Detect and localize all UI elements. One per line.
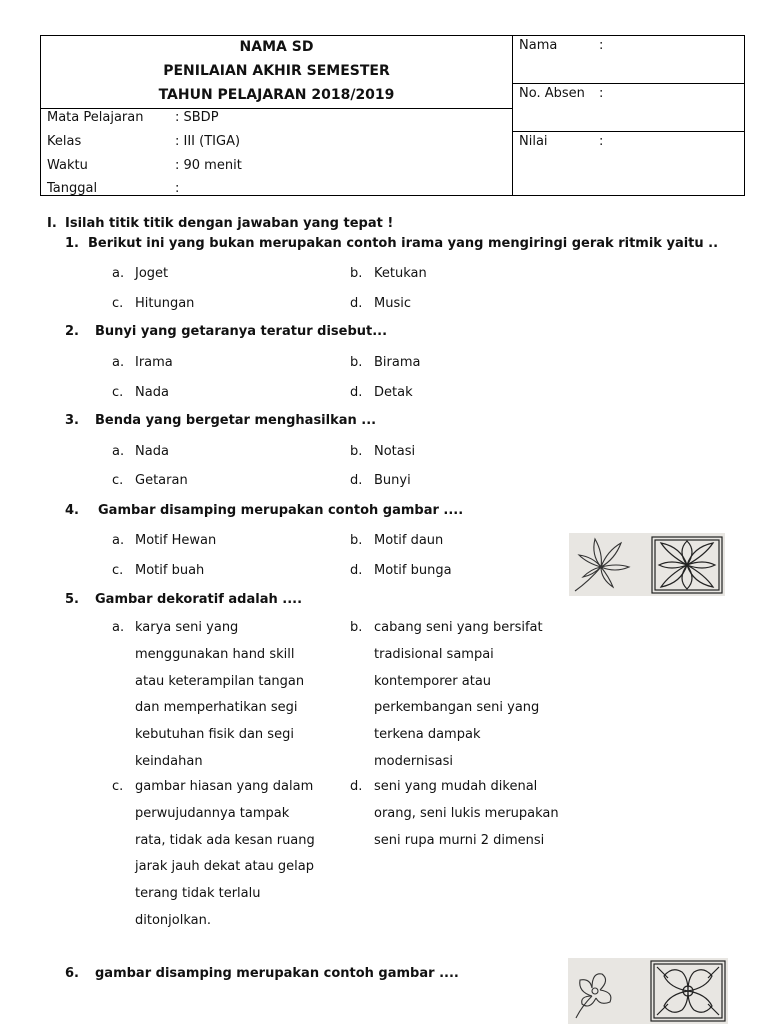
question-number: 2. bbox=[65, 324, 79, 339]
option-line: orang, seni lukis merupakan bbox=[374, 806, 559, 821]
option-text: Nada bbox=[135, 385, 169, 400]
option-line: kontemporer atau bbox=[374, 674, 492, 689]
question-number: 1. bbox=[65, 236, 79, 251]
option-letter: d. bbox=[350, 385, 363, 400]
option-letter: a. bbox=[112, 444, 125, 459]
option-letter: a. bbox=[112, 533, 125, 548]
option-letter: c. bbox=[112, 385, 124, 400]
option-line: jarak jauh dekat atau gelap bbox=[135, 859, 314, 874]
option-line: kebutuhan fisik dan segi bbox=[135, 727, 294, 742]
question-number: 6. bbox=[65, 966, 79, 981]
leaf-motif-icon bbox=[569, 533, 725, 596]
option-line: rata, tidak ada kesan ruang bbox=[135, 833, 315, 848]
name-colon: : bbox=[599, 38, 604, 53]
name-label: Nama bbox=[519, 38, 558, 53]
question-text: Bunyi yang getaranya teratur disebut... bbox=[95, 324, 388, 339]
section-number: I. bbox=[47, 216, 57, 231]
info-value: : bbox=[175, 181, 180, 196]
question-number: 5. bbox=[65, 592, 79, 607]
option-line: seni rupa murni 2 dimensi bbox=[374, 833, 545, 848]
option-text: Birama bbox=[374, 355, 421, 370]
question-number: 3. bbox=[65, 413, 79, 428]
option-letter: a. bbox=[112, 266, 125, 281]
option-line: perwujudannya tampak bbox=[135, 806, 290, 821]
divider bbox=[513, 131, 745, 132]
school-year: TAHUN PELAJARAN 2018/2019 bbox=[158, 87, 395, 103]
option-text: Bunyi bbox=[374, 473, 411, 488]
option-text: Hitungan bbox=[135, 296, 195, 311]
info-label: Mata Pelajaran bbox=[47, 110, 144, 125]
option-letter: d. bbox=[350, 563, 363, 578]
option-text: Motif daun bbox=[374, 533, 444, 548]
option-letter: c. bbox=[112, 563, 124, 578]
motif-flower-image bbox=[568, 958, 728, 1024]
option-line: ditonjolkan. bbox=[135, 913, 211, 928]
question-number: 4. bbox=[65, 503, 79, 518]
option-letter: c. bbox=[112, 779, 124, 794]
option-text: Getaran bbox=[135, 473, 188, 488]
score-colon: : bbox=[599, 134, 604, 149]
info-label: Waktu bbox=[47, 158, 88, 173]
option-line: terang tidak terlalu bbox=[135, 886, 261, 901]
question-text: Benda yang bergetar menghasilkan ... bbox=[95, 413, 377, 428]
option-letter: d. bbox=[350, 296, 363, 311]
option-letter: b. bbox=[350, 355, 363, 370]
option-line: tradisional sampai bbox=[374, 647, 494, 662]
option-text: Motif Hewan bbox=[135, 533, 217, 548]
question-text: Berikut ini yang bukan merupakan contoh irama yang mengiringi gerak ritmik yaitu .. bbox=[88, 236, 719, 251]
info-label: Tanggal bbox=[47, 181, 98, 196]
info-value: : III (TIGA) bbox=[175, 134, 241, 149]
option-letter: d. bbox=[350, 779, 363, 794]
option-line: gambar hiasan yang dalam bbox=[135, 779, 314, 794]
school-name: NAMA SD bbox=[239, 39, 314, 55]
question-text: gambar disamping merupakan contoh gambar .... bbox=[95, 966, 459, 981]
option-line: terkena dampak bbox=[374, 727, 481, 742]
option-line: atau keterampilan tangan bbox=[135, 674, 305, 689]
option-text: Notasi bbox=[374, 444, 416, 459]
option-text: Joget bbox=[135, 266, 169, 281]
info-value: : SBDP bbox=[175, 110, 219, 125]
option-letter: b. bbox=[350, 533, 363, 548]
flower-motif-icon bbox=[568, 958, 728, 1024]
option-letter: d. bbox=[350, 473, 363, 488]
info-label: Kelas bbox=[47, 134, 82, 149]
header-box bbox=[40, 35, 745, 196]
option-text: Nada bbox=[135, 444, 169, 459]
option-letter: b. bbox=[350, 620, 363, 635]
option-letter: c. bbox=[112, 473, 124, 488]
option-letter: c. bbox=[112, 296, 124, 311]
option-line: karya seni yang bbox=[135, 620, 239, 635]
question-text: Gambar dekoratif adalah .... bbox=[95, 592, 303, 607]
option-letter: b. bbox=[350, 266, 363, 281]
option-text: Music bbox=[374, 296, 411, 311]
option-text: Motif buah bbox=[135, 563, 205, 578]
option-letter: b. bbox=[350, 444, 363, 459]
info-value: : 90 menit bbox=[175, 158, 242, 173]
option-text: Motif bunga bbox=[374, 563, 452, 578]
option-line: cabang seni yang bersifat bbox=[374, 620, 543, 635]
option-text: Detak bbox=[374, 385, 413, 400]
option-line: perkembangan seni yang bbox=[374, 700, 540, 715]
option-text: Irama bbox=[135, 355, 173, 370]
option-line: seni yang mudah dikenal bbox=[374, 779, 538, 794]
motif-leaf-image bbox=[569, 533, 725, 596]
option-line: modernisasi bbox=[374, 754, 453, 769]
section-instruction: Isilah titik titik dengan jawaban yang tepat ! bbox=[65, 216, 394, 231]
question-text: Gambar disamping merupakan contoh gambar .... bbox=[98, 503, 464, 518]
option-letter: a. bbox=[112, 620, 125, 635]
option-letter: a. bbox=[112, 355, 125, 370]
absen-colon: : bbox=[599, 86, 604, 101]
score-label: Nilai bbox=[519, 134, 548, 149]
exam-title: PENILAIAN AKHIR SEMESTER bbox=[163, 63, 390, 79]
divider bbox=[513, 83, 745, 84]
option-line: menggunakan hand skill bbox=[135, 647, 295, 662]
option-line: keindahan bbox=[135, 754, 203, 769]
option-line: dan memperhatikan segi bbox=[135, 700, 298, 715]
absen-label: No. Absen bbox=[519, 86, 585, 101]
header-left bbox=[41, 36, 513, 195]
header-title-block bbox=[41, 36, 512, 109]
option-text: Ketukan bbox=[374, 266, 427, 281]
